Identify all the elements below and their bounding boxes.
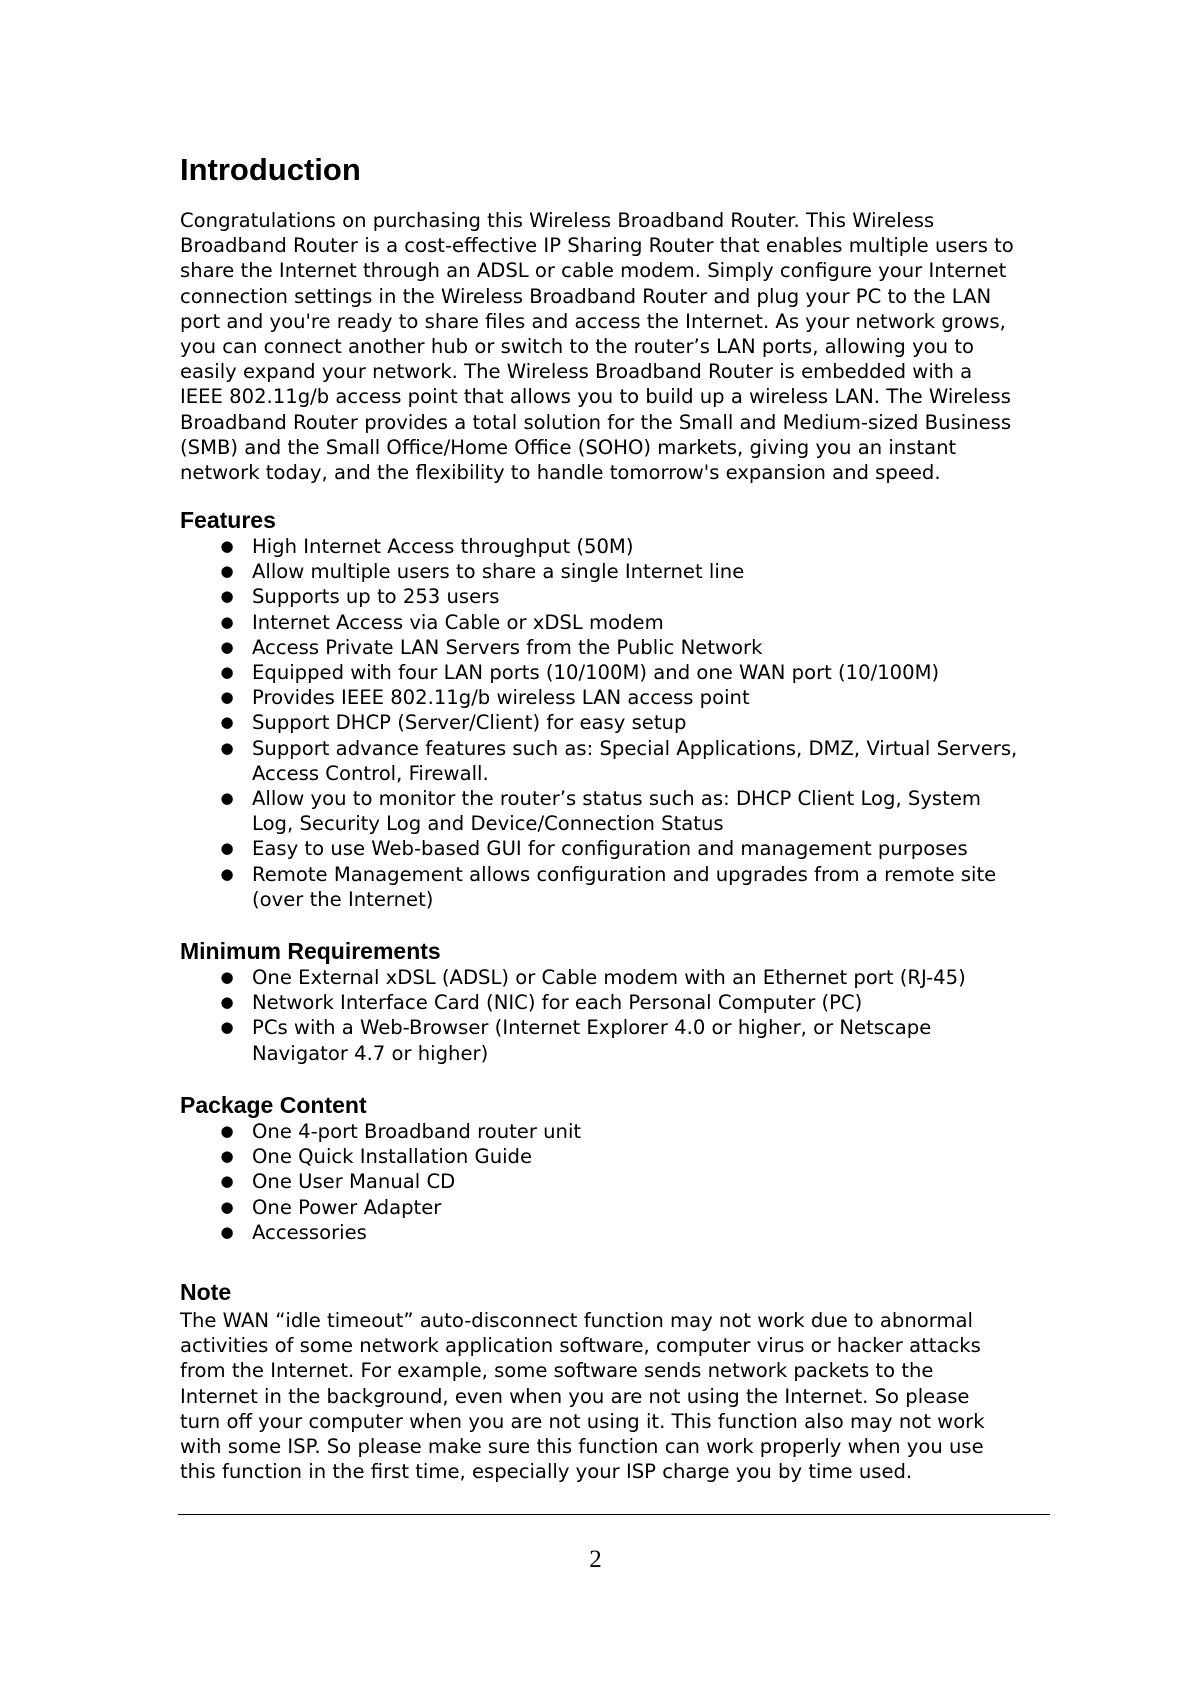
list-item-text: Network Interface Card (NIC) for each Personal Computer (PC) (252, 991, 863, 1015)
text-line: network today, and the flexibility to handle tomorrow's expansion and speed. (180, 461, 941, 485)
text-line: port and you're ready to share files and access the Internet. As your network grows, (180, 309, 1006, 333)
list-item-text: Supports up to 253 users (252, 585, 500, 609)
list-item (180, 736, 1017, 786)
bullet-icon: ● (220, 612, 234, 631)
text-line: (SMB) and the Small Office/Home Office (SOHO) markets, giving you an instant (180, 435, 957, 459)
list-item (180, 1169, 581, 1194)
list-item (180, 610, 1017, 635)
text-line: turn off your computer when you are not using it. This function also may not work (180, 1409, 985, 1433)
text-line: you can connect another hub or switch to the router’s LAN ports, allowing you to (180, 335, 974, 359)
bullet-icon: ● (220, 1197, 234, 1216)
intro-heading: Introduction (180, 152, 361, 187)
text-line: Broadband Router is a cost-effective IP Sharing Router that enables multiple users to (180, 234, 1014, 258)
list-item (180, 786, 1017, 836)
list-item (180, 1119, 581, 1144)
bullet-icon: ● (220, 1222, 234, 1241)
list-item-text: Allow you to monitor the router’s status such as: DHCP Client Log, System (252, 787, 981, 811)
list-item-text: Accessories (252, 1220, 367, 1244)
list-item-text: One 4-port Broadband router unit (252, 1120, 582, 1143)
features-heading: Features (180, 507, 276, 533)
list-item (180, 1144, 581, 1169)
list-item-text: High Internet Access throughput (50M) (252, 535, 634, 558)
text-line: activities of some network application software, computer virus or hacker attacks (180, 1334, 981, 1358)
bullet-icon: ● (220, 663, 234, 682)
list-item (180, 1220, 581, 1245)
text-line: connection settings in the Wireless Broadband Router and plug your PC to the LAN (180, 284, 992, 308)
text-line: IEEE 802.11g/b access point that allows you to build up a wireless LAN. The Wireless (180, 385, 1011, 409)
text-line: share the Internet through an ADSL or cable modem. Simply configure your Internet (180, 259, 1007, 283)
list-item (180, 862, 1017, 912)
bullet-icon: ● (220, 537, 234, 555)
package-heading: Package Content (180, 1092, 367, 1118)
list-item (180, 635, 1017, 660)
bullet-icon: ● (220, 1147, 234, 1166)
list-item-text: One External xDSL (ADSL) or Cable modem with an Ethernet port (RJ-45) (252, 966, 966, 989)
list-item-text: Easy to use Web-based GUI for configuration and management purposes (252, 837, 968, 861)
text-line: Broadband Router provides a total solution for the Small and Medium-sized Business (180, 410, 1012, 434)
list-item-text: Remote Management allows configuration and upgrades from a remote site (252, 862, 997, 886)
bullet-icon: ● (220, 738, 234, 757)
bullet-icon: ● (220, 1018, 234, 1037)
footer-rule (178, 1514, 1050, 1515)
list-item-text: Internet Access via Cable or xDSL modem (252, 610, 664, 634)
package-list (180, 1119, 581, 1245)
requirements-section (180, 937, 966, 1066)
list-item (180, 965, 966, 990)
text-line: easily expand your network. The Wireless Broadband Router is embedded with a (180, 360, 973, 384)
list-item-text: Navigator 4.7 or higher) (252, 1041, 489, 1065)
requirements-heading: Minimum Requirements (180, 938, 441, 964)
list-item (180, 990, 966, 1015)
list-item-text: Support advance features such as: Special Applications, DMZ, Virtual Servers, (252, 736, 1018, 760)
list-item-text: Provides IEEE 802.11g/b wireless LAN access point (252, 686, 750, 710)
list-item-text: One User Manual CD (252, 1170, 456, 1194)
intro-paragraph (180, 208, 1014, 485)
bullet-icon: ● (220, 839, 234, 858)
list-item (180, 534, 1017, 559)
bullet-icon: ● (220, 562, 234, 581)
bullet-icon: ● (220, 789, 234, 808)
list-item-text: Support DHCP (Server/Client) for easy setup (252, 711, 687, 735)
bullet-icon: ● (220, 688, 234, 707)
page-number: 2 (589, 1546, 602, 1573)
text-line: from the Internet. For example, some software sends network packets to the (180, 1359, 934, 1383)
list-item-text: Allow multiple users to share a single Internet line (252, 560, 745, 584)
list-item-text: Log, Security Log and Device/Connection Status (252, 812, 724, 836)
bullet-icon: ● (220, 1122, 234, 1140)
bullet-icon: ● (220, 713, 234, 732)
list-item-text: Equipped with four LAN ports (10/100M) and one WAN port (10/100M) (252, 661, 940, 685)
list-item-text: Access Control, Firewall. (252, 761, 489, 785)
list-item (180, 836, 1017, 861)
bullet-icon: ● (220, 587, 234, 606)
bullet-icon: ● (220, 1172, 234, 1191)
list-item (180, 710, 1017, 735)
list-item-text: One Quick Installation Guide (252, 1145, 533, 1169)
bullet-icon: ● (220, 637, 234, 656)
list-item (180, 1015, 966, 1065)
bullet-icon: ● (220, 968, 234, 986)
list-item (180, 685, 1017, 710)
requirements-list (180, 965, 966, 1066)
note-paragraph (180, 1308, 985, 1484)
text-line: this function in the first time, especially your ISP charge you by time used. (180, 1460, 913, 1484)
note-heading: Note (180, 1279, 232, 1305)
list-item-text: Access Private LAN Servers from the Public Network (252, 635, 763, 659)
note-section (180, 1278, 985, 1484)
package-section (180, 1091, 581, 1245)
list-item (180, 1195, 581, 1220)
text-line: The WAN “idle timeout” auto-disconnect function may not work due to abnormal (180, 1309, 973, 1332)
list-item (180, 584, 1017, 609)
list-item (180, 660, 1017, 685)
list-item-text: PCs with a Web-Browser (Internet Explorer 4.0 or higher, or Netscape (252, 1016, 932, 1040)
bullet-icon: ● (220, 864, 234, 883)
list-item-text: One Power Adapter (252, 1195, 442, 1219)
text-line: Internet in the background, even when you are not using the Internet. So please (180, 1384, 970, 1408)
bullet-icon: ● (220, 993, 234, 1012)
text-line: Congratulations on purchasing this Wireless Broadband Router. This Wireless (180, 209, 935, 232)
list-item (180, 559, 1017, 584)
text-line: with some ISP. So please make sure this function can work properly when you use (180, 1435, 984, 1459)
features-section (180, 506, 1017, 912)
features-list (180, 534, 1017, 912)
list-item-text: (over the Internet) (252, 887, 434, 911)
